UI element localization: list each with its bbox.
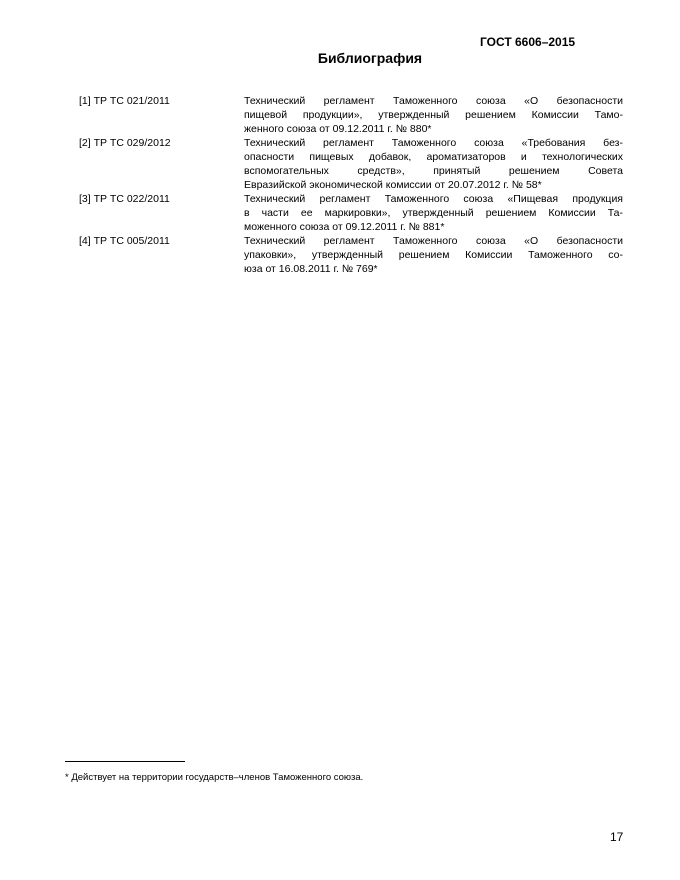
footnote: * Действует на территории государств–членов Таможенного союза. [65,772,364,783]
reference-line: Технический регламент Таможенного союза «Требования без- [244,137,623,149]
reference-text [244,136,623,192]
footnote-divider [65,761,185,762]
reference-text [244,234,623,276]
reference-id: [2] ТР ТС 029/2012 [79,137,171,149]
reference-line: Технический регламент Таможенного союза «Пищевая продукция [244,193,623,205]
section-title: Библиография [317,50,423,66]
reference-line: вспомогательных средств», принятый решением Совета [244,165,623,177]
reference-line: юза от 16.08.2011 г. № 769* [244,263,378,275]
reference-line: пищевой продукции», утвержденный решением Комиссии Тамо- [244,109,623,121]
bibliography-entry [79,234,624,276]
reference-line: моженного союза от 09.12.2011 г. № 881* [244,221,445,233]
bibliography-entry [79,136,624,192]
reference-id: [3] ТР ТС 022/2011 [79,193,170,205]
reference-line: Технический регламент Таможенного союза «О безопасности [244,95,623,107]
bibliography-list [79,94,624,276]
reference-line: женного союза от 09.12.2011 г. № 880* [244,123,432,135]
document-id: ГОСТ 6606–2015 [480,35,576,49]
reference-id: [1] ТР ТС 021/2011 [79,95,170,107]
reference-line: Евразийской экономической комиссии от 20.07.2012 г. № 58* [244,179,542,191]
reference-text [244,94,623,136]
reference-line: в части ее маркировки», утвержденный решением Комиссии Та- [244,207,623,219]
reference-line: упаковки», утвержденный решением Комиссии Таможенного со- [244,249,623,261]
reference-line: опасности пищевых добавок, ароматизаторов и технологических [244,151,623,163]
reference-line: Технический регламент Таможенного союза «О безопасности [244,235,623,247]
reference-text [244,192,623,234]
reference-id: [4] ТР ТС 005/2011 [79,235,170,247]
bibliography-entry [79,192,624,234]
bibliography-entry [79,94,624,136]
page-number: 17 [610,830,624,844]
